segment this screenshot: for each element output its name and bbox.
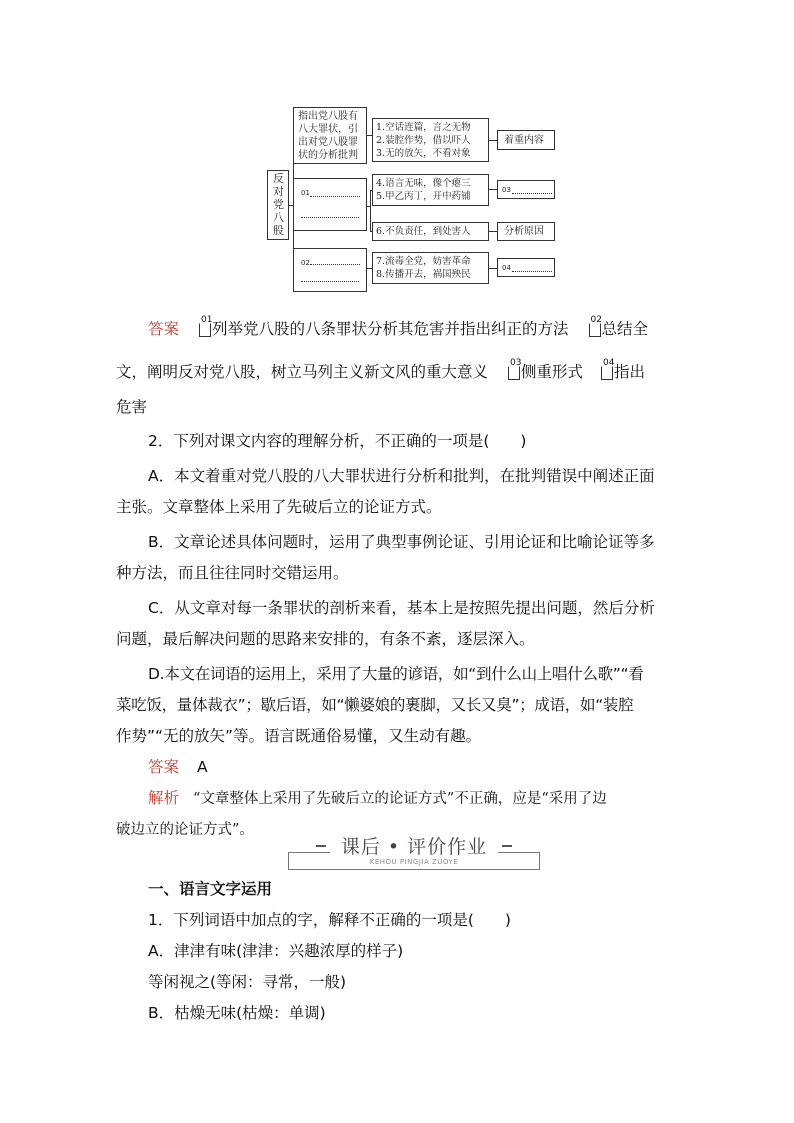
diagram-group-1 xyxy=(372,118,489,162)
diagram-group-3-text: 6.不负责任，到处害人 xyxy=(376,226,471,237)
question-2-analysis xyxy=(116,783,686,815)
blank-number-icon: 01 xyxy=(199,323,211,337)
option-b: B．文章论述具体问题时，运用了典型事例论证、引用论证和比喻论证等多 xyxy=(148,533,655,551)
option-c-cont: 问题，最后解决问题的思路来安排的，有条不紊，逐层深入。 xyxy=(116,630,535,648)
diagram-blank-04 xyxy=(497,258,555,277)
question-2 xyxy=(116,426,686,846)
diagram-branch-3 xyxy=(293,248,367,292)
answer-block-1 xyxy=(116,314,686,423)
section-1-heading: 一、语言文字运用 xyxy=(148,880,273,898)
diagram-mark-01: 01 xyxy=(301,189,310,197)
diagram-group-4-text: 7.流毒全党，妨害革命 8.传播开去，祸国殃民 xyxy=(376,256,471,280)
option-a-cont: 主张。文章整体上采用了先破后立的论证方式。 xyxy=(116,498,442,516)
blank-number-icon: 03 xyxy=(508,366,520,380)
answer-text-2b: 文，阐明反对党八股，树立马列主义新文风的重大意义 xyxy=(116,363,489,381)
answer-text-4b: 危害 xyxy=(116,398,148,416)
option-d: D.本文在词语的运用上，采用了大量的谚语，如“到什么山上唱什么歌”“看 xyxy=(148,665,644,683)
diagram-group-4 xyxy=(372,252,489,284)
analysis-text-1: “文章整体上采用了先破后立的论证方式”不正确，应是“采用了边 xyxy=(193,791,607,807)
answer-value: A xyxy=(197,758,208,776)
diagram-mark-03: 03 xyxy=(502,186,511,194)
answer-label: 答案 xyxy=(148,320,180,338)
question-2-answer xyxy=(116,752,686,783)
diagram-mark-02: 02 xyxy=(301,259,310,267)
option-c: C．从文章对每一条罪状的剖析来看，基本上是按照先提出问题，然后分析 xyxy=(148,599,655,617)
analysis-label: 解析 xyxy=(148,789,180,807)
diagram-group-2-text: 4.语言无味，像个瘪三 5.甲乙丙丁，开中药铺 xyxy=(376,178,471,202)
diagram-root-text: 反 对 党 八 股 xyxy=(273,172,284,237)
answer-label: 答案 xyxy=(148,758,180,776)
answer-text-4a: 指出 xyxy=(614,363,646,381)
question-2-stem: 2．下列对课文内容的理解分析，不正确的一项是( ) xyxy=(148,432,527,450)
q1-option-b: B．枯燥无味(枯燥：单调) xyxy=(148,1004,326,1022)
diagram-branch-1 xyxy=(293,107,367,164)
answer-text-3: 侧重形式 xyxy=(521,363,584,381)
diagram-branch-2 xyxy=(293,178,367,231)
answer-text-2a: 总结全 xyxy=(601,320,649,338)
q1-option-a-2: 等闲视之(等闲：寻常，一般) xyxy=(148,973,347,991)
diagram-label-focus xyxy=(497,130,555,150)
diagram-label-cause-text: 分析原因 xyxy=(504,226,544,237)
blank-number-icon: 04 xyxy=(601,366,613,380)
section-banner xyxy=(288,837,540,871)
answer-line-1 xyxy=(116,314,686,345)
diagram-branch-1-text: 指出党八股有 八大罪状，引 出对党八股罪 状的分析批判 xyxy=(298,111,358,161)
option-a: A．本文着重对党八股的八大罪状进行分析和批判，在批判错误中阐述正面 xyxy=(148,467,655,485)
banner-subtitle: KEHOU PINGJIA ZUOYE xyxy=(369,858,459,866)
banner-title: 课后 • 评价作业 xyxy=(340,836,488,858)
diagram-label-cause xyxy=(497,222,555,241)
diagram-label-focus-text: 着重内容 xyxy=(504,135,544,146)
diagram-blank-03 xyxy=(497,180,555,199)
answer-line-2 xyxy=(116,357,686,388)
question-2-analysis-cont: 破边立的论证方式”。 xyxy=(116,822,254,838)
section-1 xyxy=(148,874,688,1029)
diagram-root-box xyxy=(267,170,289,240)
question-1-stem: 1．下列词语中加点的字，解释不正确的一项是( ) xyxy=(148,911,511,929)
q1-option-a: A．津津有味(津津：兴趣浓厚的样子) xyxy=(148,942,404,960)
option-b-cont: 种方法，而且往往同时交错运用。 xyxy=(116,564,349,582)
diagram-mark-04: 04 xyxy=(502,264,511,272)
option-d-cont-2: 作势”“无的放矢”等。语言既通俗易懂，又生动有趣。 xyxy=(116,727,482,745)
blank-number-icon: 02 xyxy=(589,323,601,337)
diagram-group-1-text: 1.空话连篇，言之无物 2.装腔作势，借以吓人 3.无的放矢，不看对象 xyxy=(376,122,471,159)
option-d-cont-1: 菜吃饭，量体裁衣”；歇后语，如“懒婆娘的裹脚，又长又臭”；成语，如“装腔 xyxy=(116,696,634,714)
diagram-group-2 xyxy=(372,174,489,206)
diagram-group-3 xyxy=(372,222,489,241)
answer-text-1: 列举党八股的八条罪状分析其危害并指出纠正的方法 xyxy=(212,320,569,338)
answer-line-3 xyxy=(116,392,686,423)
